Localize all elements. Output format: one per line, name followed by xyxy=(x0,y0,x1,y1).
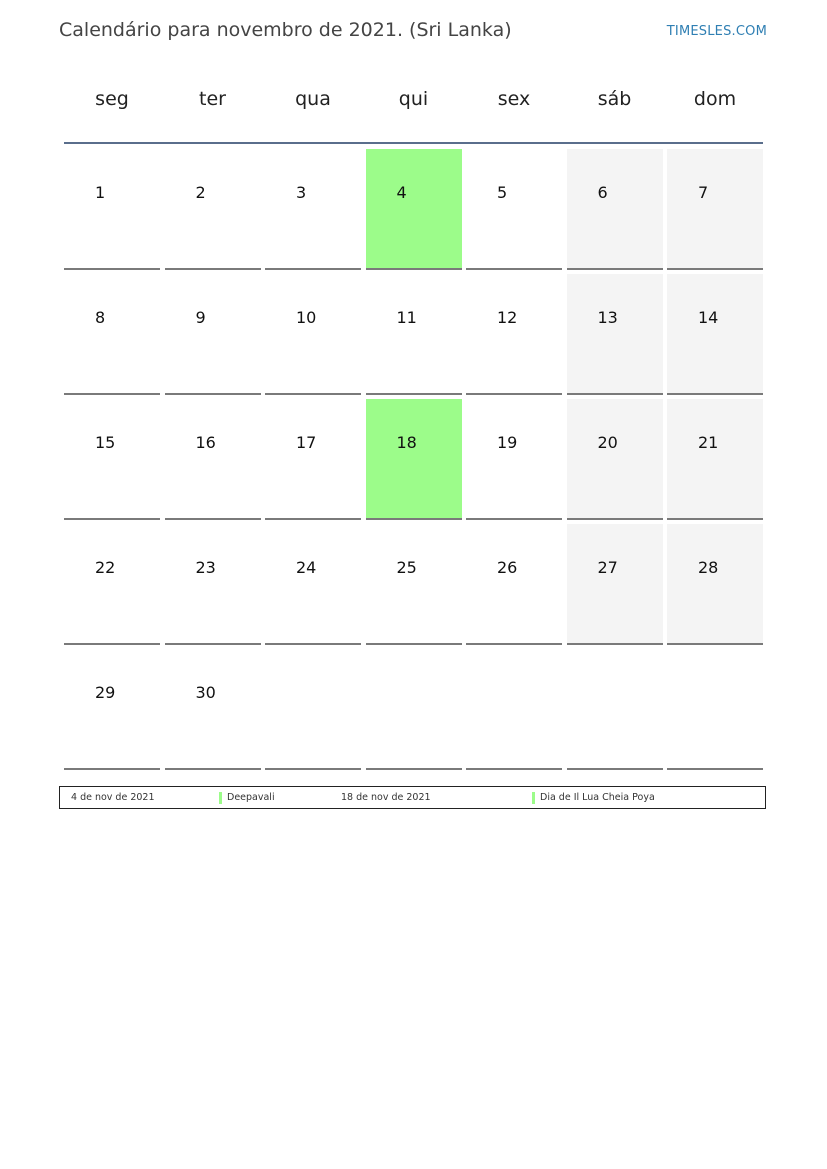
day-number: 20 xyxy=(597,433,618,452)
calendar-day-cell xyxy=(265,149,361,270)
legend-holiday-name: Dia de Il Lua Cheia Poya xyxy=(540,792,655,803)
weekday-fri: sex xyxy=(497,88,531,110)
calendar-day-cell xyxy=(165,274,261,395)
day-number: 27 xyxy=(597,558,618,577)
day-number: 10 xyxy=(296,308,317,327)
day-number: 24 xyxy=(296,558,317,577)
weekday-mon: seg xyxy=(95,88,129,110)
calendar-day-cell xyxy=(366,524,462,645)
calendar-day-cell xyxy=(64,149,160,270)
day-number: 8 xyxy=(95,308,106,327)
calendar-day-cell xyxy=(466,274,562,395)
calendar-day-cell xyxy=(366,149,462,270)
calendar-empty-cell xyxy=(265,649,361,770)
day-number: 17 xyxy=(296,433,317,452)
calendar-day-cell xyxy=(667,149,763,270)
page-title: Calendário para novembro de 2021. (Sri Lanka) xyxy=(59,19,512,41)
calendar-day-cell xyxy=(165,524,261,645)
weekday-sun: dom xyxy=(693,88,737,110)
calendar-empty-cell xyxy=(667,649,763,770)
legend-holiday-name: Deepavali xyxy=(227,792,275,803)
calendar-empty-cell xyxy=(366,649,462,770)
calendar-day-cell xyxy=(366,274,462,395)
calendar-day-cell xyxy=(567,399,663,520)
calendar-day-cell xyxy=(567,524,663,645)
calendar-day-cell xyxy=(466,399,562,520)
calendar-day-cell xyxy=(265,524,361,645)
calendar-empty-cell xyxy=(567,649,663,770)
day-number: 4 xyxy=(396,183,407,202)
calendar-day-cell xyxy=(64,524,160,645)
day-number: 28 xyxy=(698,558,719,577)
day-number: 30 xyxy=(195,683,216,702)
legend-date: 4 de nov de 2021 xyxy=(71,792,155,803)
day-number: 29 xyxy=(95,683,116,702)
header-divider xyxy=(64,142,763,144)
day-number: 22 xyxy=(95,558,116,577)
day-number: 2 xyxy=(195,183,206,202)
weekday-header xyxy=(64,88,763,120)
day-number: 23 xyxy=(195,558,216,577)
day-number: 25 xyxy=(396,558,417,577)
calendar-day-cell xyxy=(466,149,562,270)
calendar-day-cell xyxy=(165,649,261,770)
calendar-day-cell xyxy=(466,524,562,645)
calendar-day-cell xyxy=(567,274,663,395)
day-number: 16 xyxy=(195,433,216,452)
calendar-day-cell xyxy=(64,274,160,395)
day-number: 21 xyxy=(698,433,719,452)
weekday-tue: ter xyxy=(199,88,226,110)
day-number: 11 xyxy=(396,308,417,327)
day-number: 12 xyxy=(497,308,518,327)
weekday-thu: qui xyxy=(398,88,429,110)
calendar-grid xyxy=(64,149,763,770)
day-number: 15 xyxy=(95,433,116,452)
calendar-day-cell xyxy=(366,399,462,520)
calendar-day-cell xyxy=(265,274,361,395)
calendar-empty-cell xyxy=(466,649,562,770)
day-number: 19 xyxy=(497,433,518,452)
day-number: 26 xyxy=(497,558,518,577)
legend-color-marker xyxy=(532,792,535,804)
calendar-day-cell xyxy=(667,524,763,645)
day-number: 18 xyxy=(396,433,417,452)
holiday-legend xyxy=(59,786,766,809)
calendar-day-cell xyxy=(165,149,261,270)
day-number: 3 xyxy=(296,183,307,202)
site-link[interactable]: TIMESLES.COM xyxy=(666,24,767,39)
calendar-day-cell xyxy=(64,649,160,770)
weekday-sat: sáb xyxy=(597,88,632,110)
calendar-day-cell xyxy=(667,399,763,520)
legend-date: 18 de nov de 2021 xyxy=(341,792,431,803)
weekday-wed: qua xyxy=(295,88,331,110)
calendar-day-cell xyxy=(567,149,663,270)
day-number: 9 xyxy=(195,308,206,327)
calendar-day-cell xyxy=(265,399,361,520)
day-number: 14 xyxy=(698,308,719,327)
day-number: 7 xyxy=(698,183,709,202)
calendar-day-cell xyxy=(667,274,763,395)
day-number: 1 xyxy=(95,183,106,202)
day-number: 5 xyxy=(497,183,508,202)
day-number: 6 xyxy=(597,183,608,202)
calendar-day-cell xyxy=(64,399,160,520)
calendar-day-cell xyxy=(165,399,261,520)
legend-color-marker xyxy=(219,792,222,804)
day-number: 13 xyxy=(597,308,618,327)
